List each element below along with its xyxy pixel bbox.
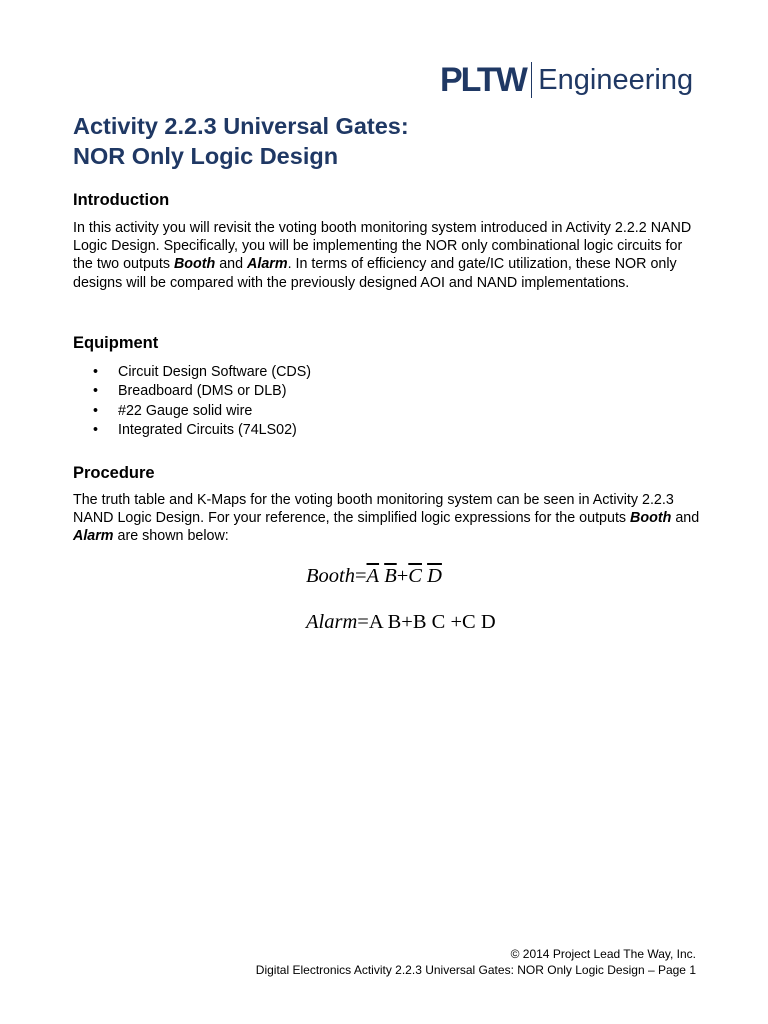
booth-not-d: $\overline{D}$ bbox=[427, 565, 442, 587]
booth-lhs: Booth bbox=[306, 565, 355, 587]
page-footer bbox=[256, 947, 696, 978]
logo-brand: PLTW bbox=[440, 61, 526, 99]
alarm-plus-1: + bbox=[401, 611, 413, 633]
proc-text-3: are shown below: bbox=[113, 528, 229, 545]
alarm-term-bc: B C bbox=[412, 611, 451, 633]
page-title-line-2: NOR Only Logic Design bbox=[73, 143, 339, 169]
booth-not-a: $\overline{A}$ bbox=[366, 565, 380, 587]
alarm-plus-2: + bbox=[450, 611, 463, 633]
alarm-equals: = bbox=[357, 611, 369, 633]
proc-booth-term: Booth bbox=[630, 510, 672, 527]
proc-alarm-term: Alarm bbox=[73, 528, 114, 545]
page-title-line-1: Activity 2.2.3 Universal Gates: bbox=[73, 113, 409, 139]
equipment-item: • Circuit Design Software (CDS) bbox=[73, 363, 311, 382]
introduction-paragraph bbox=[73, 219, 703, 292]
intro-text-2: and bbox=[215, 256, 248, 273]
alarm-term-ab: A B bbox=[368, 611, 402, 633]
footer-page-info: Digital Electronics Activity 2.2.3 Universal Gates: NOR Only Logic Design – Page 1 bbox=[255, 962, 696, 977]
equipment-list bbox=[73, 363, 311, 440]
intro-alarm-term: Alarm bbox=[247, 256, 288, 273]
logo-division: Engineering bbox=[538, 63, 694, 96]
intro-booth-term: Booth bbox=[173, 256, 216, 273]
alarm-lhs: Alarm bbox=[306, 611, 358, 633]
booth-equals: = bbox=[354, 565, 367, 587]
logo-divider bbox=[531, 62, 533, 98]
intro-text-3: . In terms of efficiency and gate/IC utilization, these NOR only designs will be compared with the previously designed AOI and NAND implementations. bbox=[73, 256, 677, 291]
pltw-engineering-logo bbox=[440, 62, 693, 98]
introduction-heading: Introduction bbox=[73, 191, 170, 209]
equipment-item: • Breadboard (DMS or DLB) bbox=[73, 382, 311, 401]
intro-text-1: In this activity you will revisit the voting booth monitoring system introduced in Activity 2.2.2 NAND Logic Design. Specifically, you will be implementing the NOR only combinational logic circuits for the two outputs bbox=[73, 220, 692, 273]
proc-text-2: and bbox=[671, 510, 700, 527]
procedure-paragraph bbox=[73, 491, 703, 546]
footer-copyright: © 2014 Project Lead The Way, Inc. bbox=[510, 947, 696, 961]
booth-equation bbox=[306, 565, 442, 588]
equipment-item: • #22 Gauge solid wire bbox=[73, 402, 311, 421]
booth-plus: + bbox=[396, 565, 409, 587]
page-title bbox=[73, 111, 409, 171]
proc-text-1: The truth table and K-Maps for the voting booth monitoring system can be seen in Activity 2.2.3 NAND Logic Design. For your reference, the simplified logic expressions for the outputs bbox=[73, 492, 674, 527]
equipment-heading: Equipment bbox=[73, 334, 159, 352]
alarm-term-cd: C D bbox=[462, 611, 496, 633]
equipment-item: • Integrated Circuits (74LS02) bbox=[73, 421, 311, 440]
booth-not-b: $\overline{B}$ bbox=[384, 565, 397, 587]
alarm-equation bbox=[306, 611, 496, 634]
booth-not-c: $\overline{C}$ bbox=[408, 565, 422, 587]
procedure-heading: Procedure bbox=[73, 464, 155, 482]
